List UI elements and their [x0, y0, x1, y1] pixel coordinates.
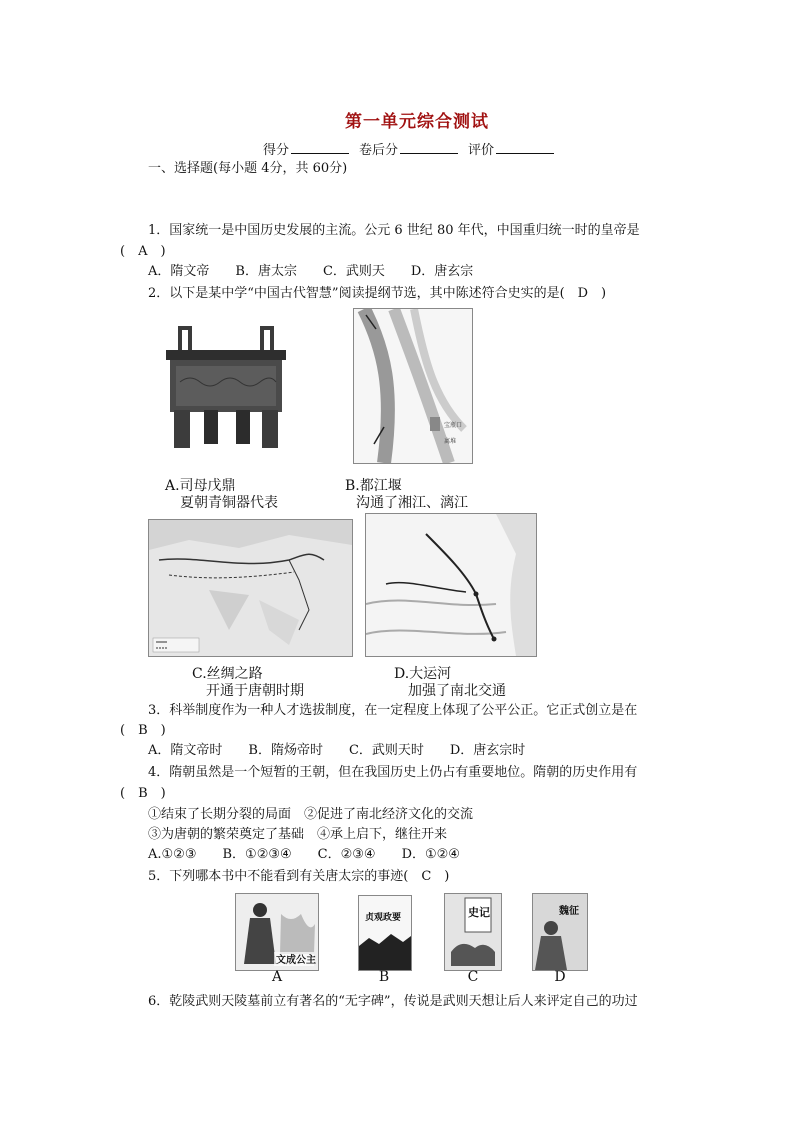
- zhenguan-zhengyao-book-image: [358, 895, 412, 971]
- evaluation-label: 评价: [468, 143, 495, 158]
- princess-wencheng-text: 文成公主: [276, 955, 316, 966]
- q5-label-c: C: [467, 969, 479, 985]
- shiji-text: 史记: [468, 906, 490, 919]
- q2-option-a-note: 夏朝青铜器代表: [180, 495, 278, 511]
- q4-stem: 4．隋朝虽然是一个短暂的王朝，但在我国历史上仍占有重要地位。隋朝的历史作用有: [148, 765, 638, 780]
- q2-option-b-caption: B.都江堰: [345, 478, 402, 494]
- q1-answer: ( A ): [120, 244, 166, 259]
- q5-label-a: A: [271, 969, 283, 985]
- q5-label-d: D: [554, 969, 566, 985]
- score-label: 得分: [263, 143, 290, 158]
- q3-options: A．隋文帝时 B．隋炀帝时 C．武则天时 D．唐玄宗时: [148, 743, 526, 758]
- q5-label-b: B: [378, 969, 390, 985]
- q2-stem: 2．以下是某中学“中国古代智慧”阅读提纲节选，其中陈述符合史实的是( D ): [148, 286, 607, 301]
- q3-answer: ( B ): [120, 723, 166, 738]
- q4-item-1: ①结束了长期分裂的局面 ②促进了南北经济文化的交流: [148, 807, 474, 822]
- q6-stem: 6．乾陵武则天陵墓前立有著名的“无字碑”，传说是武则天想让后人来评定自己的功过: [148, 994, 638, 1009]
- q4-item-2: ③为唐朝的繁荣奠定了基础 ④承上启下，继往开来: [148, 827, 448, 842]
- princess-wencheng-image: [235, 893, 319, 971]
- q2-option-c-note: 开通于唐朝时期: [206, 683, 304, 699]
- post-score-blank: [400, 140, 458, 154]
- silk-road-map-image: [148, 519, 353, 657]
- score-line: [263, 140, 564, 160]
- q2-option-a-caption: A.司母戊鼎: [165, 478, 236, 494]
- evaluation-blank: [496, 140, 554, 154]
- zhenguan-zhengyao-text: 贞观政要: [365, 913, 402, 923]
- q2-option-b-note: 沟通了湘江、漓江: [356, 495, 468, 511]
- shiji-book-image: [444, 893, 502, 971]
- score-blank: [291, 140, 349, 154]
- svg-text:离堆: 离堆: [444, 438, 457, 445]
- q3-stem: 3．科举制度作为一种人才选拔制度，在一定程度上体现了公平公正。它正式创立是在: [148, 703, 638, 718]
- wei-zheng-book-image: [532, 893, 588, 971]
- wei-zheng-text: 魏征: [559, 906, 579, 917]
- q5-stem: 5．下列哪本书中不能看到有关唐太宗的事迹( C ): [148, 869, 450, 884]
- page-title: 第一单元综合测试: [345, 112, 489, 132]
- svg-text:宝瓶口: 宝瓶口: [444, 422, 463, 429]
- q4-answer: ( B ): [120, 786, 166, 801]
- q4-options: A.①②③ B．①②③④ C．②③④ D．①②④: [148, 847, 460, 862]
- q2-option-d-caption: D.大运河: [394, 666, 452, 682]
- section-heading: 一、选择题(每小题 4分，共 60分): [148, 161, 348, 176]
- ding-vessel-image: [160, 322, 290, 450]
- grand-canal-map-image: [365, 513, 537, 657]
- q2-option-d-note: 加强了南北交通: [408, 683, 506, 699]
- dujiangyan-map-image: [353, 308, 473, 464]
- post-score-label: 卷后分: [359, 143, 399, 158]
- q1-options: A．隋文帝 B．唐太宗 C．武则天 D．唐玄宗: [148, 264, 474, 279]
- q1-stem: 1．国家统一是中国历史发展的主流。公元 6 世纪 80 年代，中国重归统一时的皇帝是: [148, 223, 640, 238]
- q2-option-c-caption: C.丝绸之路: [192, 666, 263, 682]
